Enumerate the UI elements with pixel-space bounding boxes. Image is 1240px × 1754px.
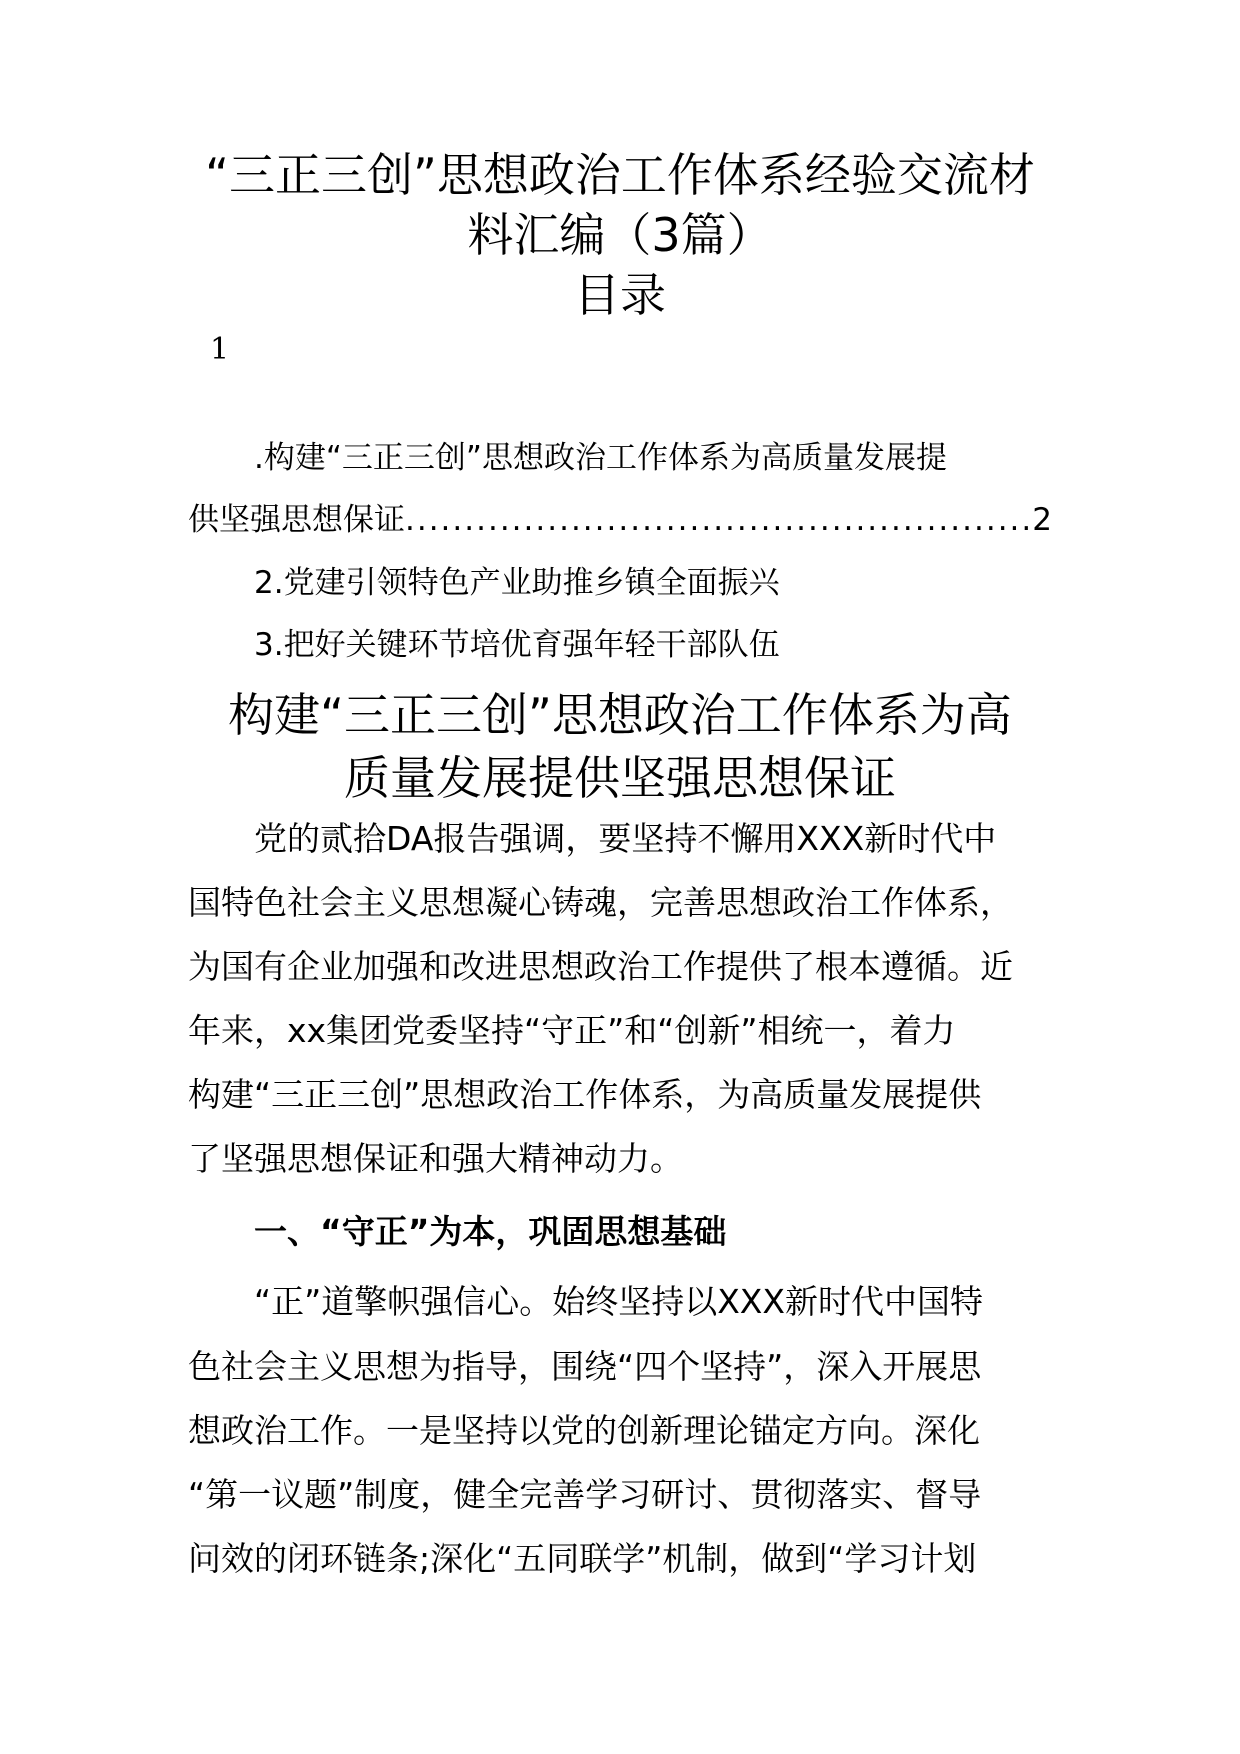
article-title-line-1: 构建“三正三创”思想政治工作体系为高 — [228, 688, 1012, 742]
paragraph-2-line-3: 想政治工作。一是坚持以党的创新理论锚定方向。深化 — [188, 1411, 980, 1450]
toc-heading: 目录 — [574, 268, 666, 322]
paragraph-2-line-5: 问效的闭环链条;深化“五同联学”机制，做到“学习计划 — [188, 1539, 977, 1578]
toc-item-1-page: 2 — [1032, 502, 1052, 538]
article-title-line-2: 质量发展提供坚强思想保证 — [344, 751, 896, 805]
paragraph-1-line-2: 国特色社会主义思想凝心铸魂，完善思想政治工作体系， — [188, 883, 1013, 922]
toc-item-3[interactable]: 3.把好关键环节培优育强年轻干部队伍 — [254, 627, 780, 663]
toc-leader-dots — [405, 505, 1032, 536]
document-title-line-1: “三正三创”思想政治工作体系经验交流材 — [205, 148, 1035, 202]
paragraph-2-line-4: “第一议题”制度，健全完善学习研讨、贯彻落实、督导 — [188, 1475, 982, 1514]
paragraph-2-line-2: 色社会主义思想为指导，围绕“四个坚持”，深入开展思 — [188, 1347, 982, 1386]
paragraph-1-line-5: 构建“三正三创”思想政治工作体系，为高质量发展提供 — [188, 1075, 982, 1114]
document-title-line-2: 料汇编（3篇） — [467, 208, 773, 262]
paragraph-1-line-3: 为国有企业加强和改进思想政治工作提供了根本遵循。近 — [188, 947, 1013, 986]
paragraph-1-line-1: 党的贰拾DA报告强调，要坚持不懈用XXX新时代中 — [254, 819, 997, 858]
paragraph-1-line-4: 年来，xx集团党委坚持“守正”和“创新”相统一，着力 — [188, 1011, 956, 1050]
section-heading: 一、“守正”为本，巩固思想基础 — [254, 1212, 727, 1251]
toc-item-1-line-2[interactable] — [188, 502, 1052, 538]
paragraph-1-line-6: 了坚强思想保证和强大精神动力。 — [188, 1139, 683, 1178]
toc-item-1-text: 供坚强思想保证 — [188, 502, 405, 538]
toc-item-2[interactable]: 2.党建引领特色产业助推乡镇全面振兴 — [254, 565, 780, 601]
paragraph-2-line-1: “正”道擎帜强信心。始终坚持以XXX新时代中国特 — [254, 1282, 984, 1321]
toc-number: 1 — [210, 332, 230, 367]
toc-item-1-line-1: .构建“三正三创”思想政治工作体系为高质量发展提 — [254, 440, 947, 476]
